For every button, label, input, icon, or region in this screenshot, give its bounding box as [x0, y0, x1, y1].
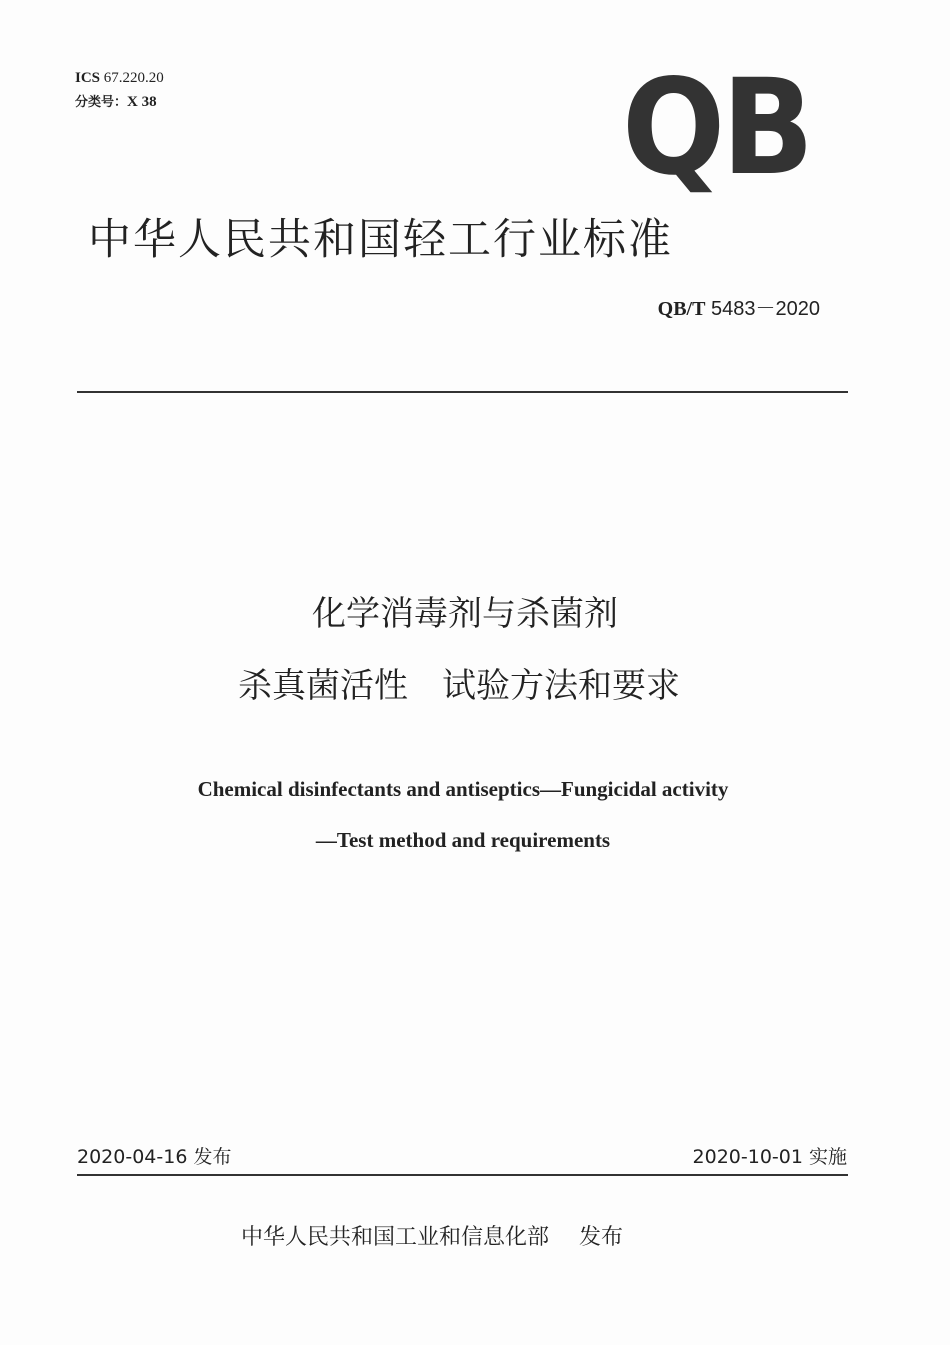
issuer-action: 发布	[579, 1225, 624, 1250]
chinese-title-line-2: 杀真菌活性 试验方法和要求	[238, 666, 680, 706]
english-title-line-1: Chemical disinfectants and antiseptics—Fungicidal activity	[197, 777, 729, 801]
classification-line	[75, 90, 164, 115]
ics-line	[75, 66, 164, 90]
chinese-title-line-1: 化学消毒剂与杀菌剂	[312, 594, 618, 634]
classification-code: X 38	[127, 94, 157, 110]
standard-number-prefix: QB/T	[657, 298, 706, 320]
issuer-name: 中华人民共和国工业和信息化部	[241, 1225, 550, 1250]
ics-label: ICS	[75, 70, 101, 86]
standard-title: 中华人民共和国轻工行业标准	[88, 215, 673, 265]
ics-code: 67.220.20	[103, 70, 164, 86]
issue-date: 2020-04-16 发布	[77, 1146, 232, 1168]
classification-label: 分类号：	[75, 95, 128, 110]
classification-block	[75, 66, 164, 115]
bottom-divider	[77, 1174, 848, 1176]
standard-number-value: 5483－2020	[711, 298, 820, 320]
english-title-line-2: —Test method and requirements	[315, 828, 611, 852]
implementation-date: 2020-10-01 实施	[692, 1146, 847, 1168]
top-divider	[77, 391, 848, 393]
standard-number	[658, 292, 820, 321]
qb-logo: QB	[622, 51, 811, 205]
issuer-line	[241, 1220, 623, 1251]
